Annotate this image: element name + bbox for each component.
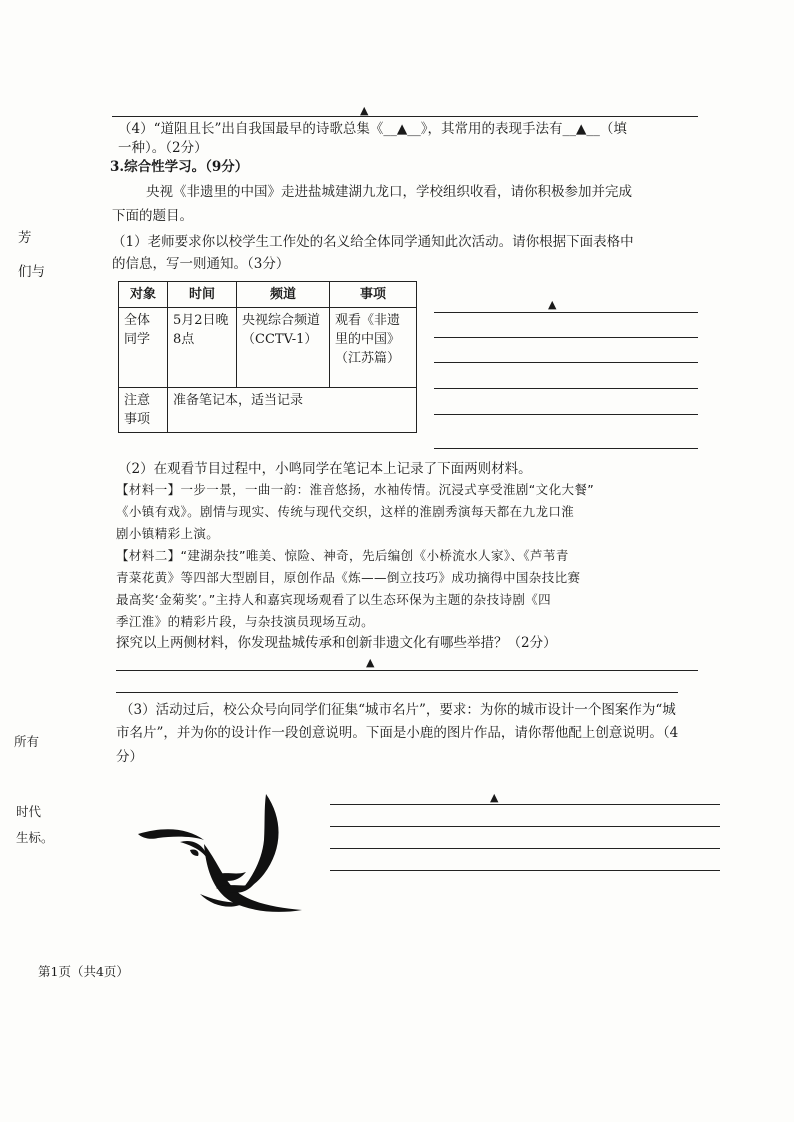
table-header: 频道 [237, 282, 330, 308]
table-cell: 准备笔记本，适当记录 [168, 388, 417, 433]
sub-question-3: 分） [116, 749, 143, 765]
margin-note: 时代 [16, 804, 42, 819]
page-footer: 第1页（共4页） [38, 964, 129, 979]
answer-marker: ▲ [366, 656, 375, 669]
answer-line [330, 804, 720, 805]
answer-line [434, 388, 698, 389]
answer-line [434, 312, 698, 313]
margin-note: 所有 [14, 734, 40, 749]
answer-line [112, 116, 698, 117]
sub-question-2: （2）在观看节目过程中，小鸣同学在笔记本上记录了下面两则材料。 [118, 461, 532, 477]
table-cell: 全体同学 [119, 308, 168, 388]
question-4-line1: （4）“道阻且长”出自我国最早的诗歌总集《__▲__》，其常用的表现手法有__▲__（填 [118, 121, 627, 137]
answer-marker: ▲ [360, 104, 369, 117]
table-cell: 5月2日晚8点 [168, 308, 237, 388]
answer-line [434, 337, 698, 338]
material-2: 最高奖‘金菊奖’。”主持人和嘉宾现场观看了以生态环保为主题的杂技诗剧《四 [116, 592, 552, 607]
material-1: 【材料一】一步一景，一曲一韵：淮音悠扬，水袖传情。沉浸式享受淮剧“文化大餐” [116, 482, 595, 497]
margin-note: 们与 [18, 264, 45, 280]
answer-line [434, 362, 698, 363]
table-header: 事项 [330, 282, 417, 308]
table-cell: 注意事项 [119, 388, 168, 433]
answer-line [116, 692, 678, 693]
city-card-emblem-image [134, 790, 310, 920]
answer-marker: ▲ [490, 791, 499, 804]
margin-note: 生标。 [16, 830, 54, 845]
question-4-line2: 一种）。（2分） [118, 140, 208, 156]
table-header: 对象 [119, 282, 168, 308]
sub-question-3: （3）活动过后，校公众号向同学们征集“城市名片”，要求：为你的城市设计一个图案作为“城 [120, 702, 676, 718]
material-2: 青菜花黄》等四部大型剧目，原创作品《炼——倒立技巧》成功摘得中国杂技比赛 [116, 570, 581, 585]
answer-line [434, 414, 698, 415]
info-table [118, 281, 417, 433]
material-2: 【材料二】“建湖杂技”唯美、惊险、神奇，先后编创《小桥流水人家》、《芦苇青 [116, 548, 569, 563]
sub-question-3: 市名片”，并为你的设计作一段创意说明。下面是小鹿的图片作品，请你帮他配上创意说明。（4 [116, 725, 679, 741]
sub-question-1: 的信息，写一则通知。（3分） [112, 256, 290, 272]
sub-question-1: （1）老师要求你以校学生工作处的名义给全体同学通知此次活动。请你根据下面表格中 [112, 234, 634, 250]
answer-line [330, 848, 720, 849]
margin-note: 芳 [18, 230, 32, 246]
table-header: 时间 [168, 282, 237, 308]
answer-line [116, 670, 698, 671]
answer-line [434, 448, 698, 449]
material-1: 《小镇有戏》。剧情与现实、传统与现代交织，这样的淮剧秀演每天都在九龙口淮 [116, 504, 575, 519]
table-cell: 观看《非遗里的中国》（江苏篇） [330, 308, 417, 388]
sub-question-2-prompt: 探究以上两侧材料，你发现盐城传承和创新非遗文化有哪些举措？（2分） [116, 635, 557, 651]
table-cell: 央视综合频道（CCTV-1） [237, 308, 330, 388]
answer-line [330, 826, 720, 827]
section-3-title: 3.综合性学习。（9分） [110, 159, 249, 175]
answer-marker: ▲ [548, 298, 557, 311]
section-3-intro: 央视《非遗里的中国》走进盐城建湖九龙口，学校组织收看，请你积极参加并完成 [146, 184, 632, 200]
answer-line [330, 870, 720, 871]
section-3-intro: 下面的题目。 [112, 208, 193, 224]
material-1: 剧小镇精彩上演。 [116, 526, 220, 541]
material-2: 季江淮》的精彩片段，与杂技演员现场互动。 [116, 614, 375, 629]
